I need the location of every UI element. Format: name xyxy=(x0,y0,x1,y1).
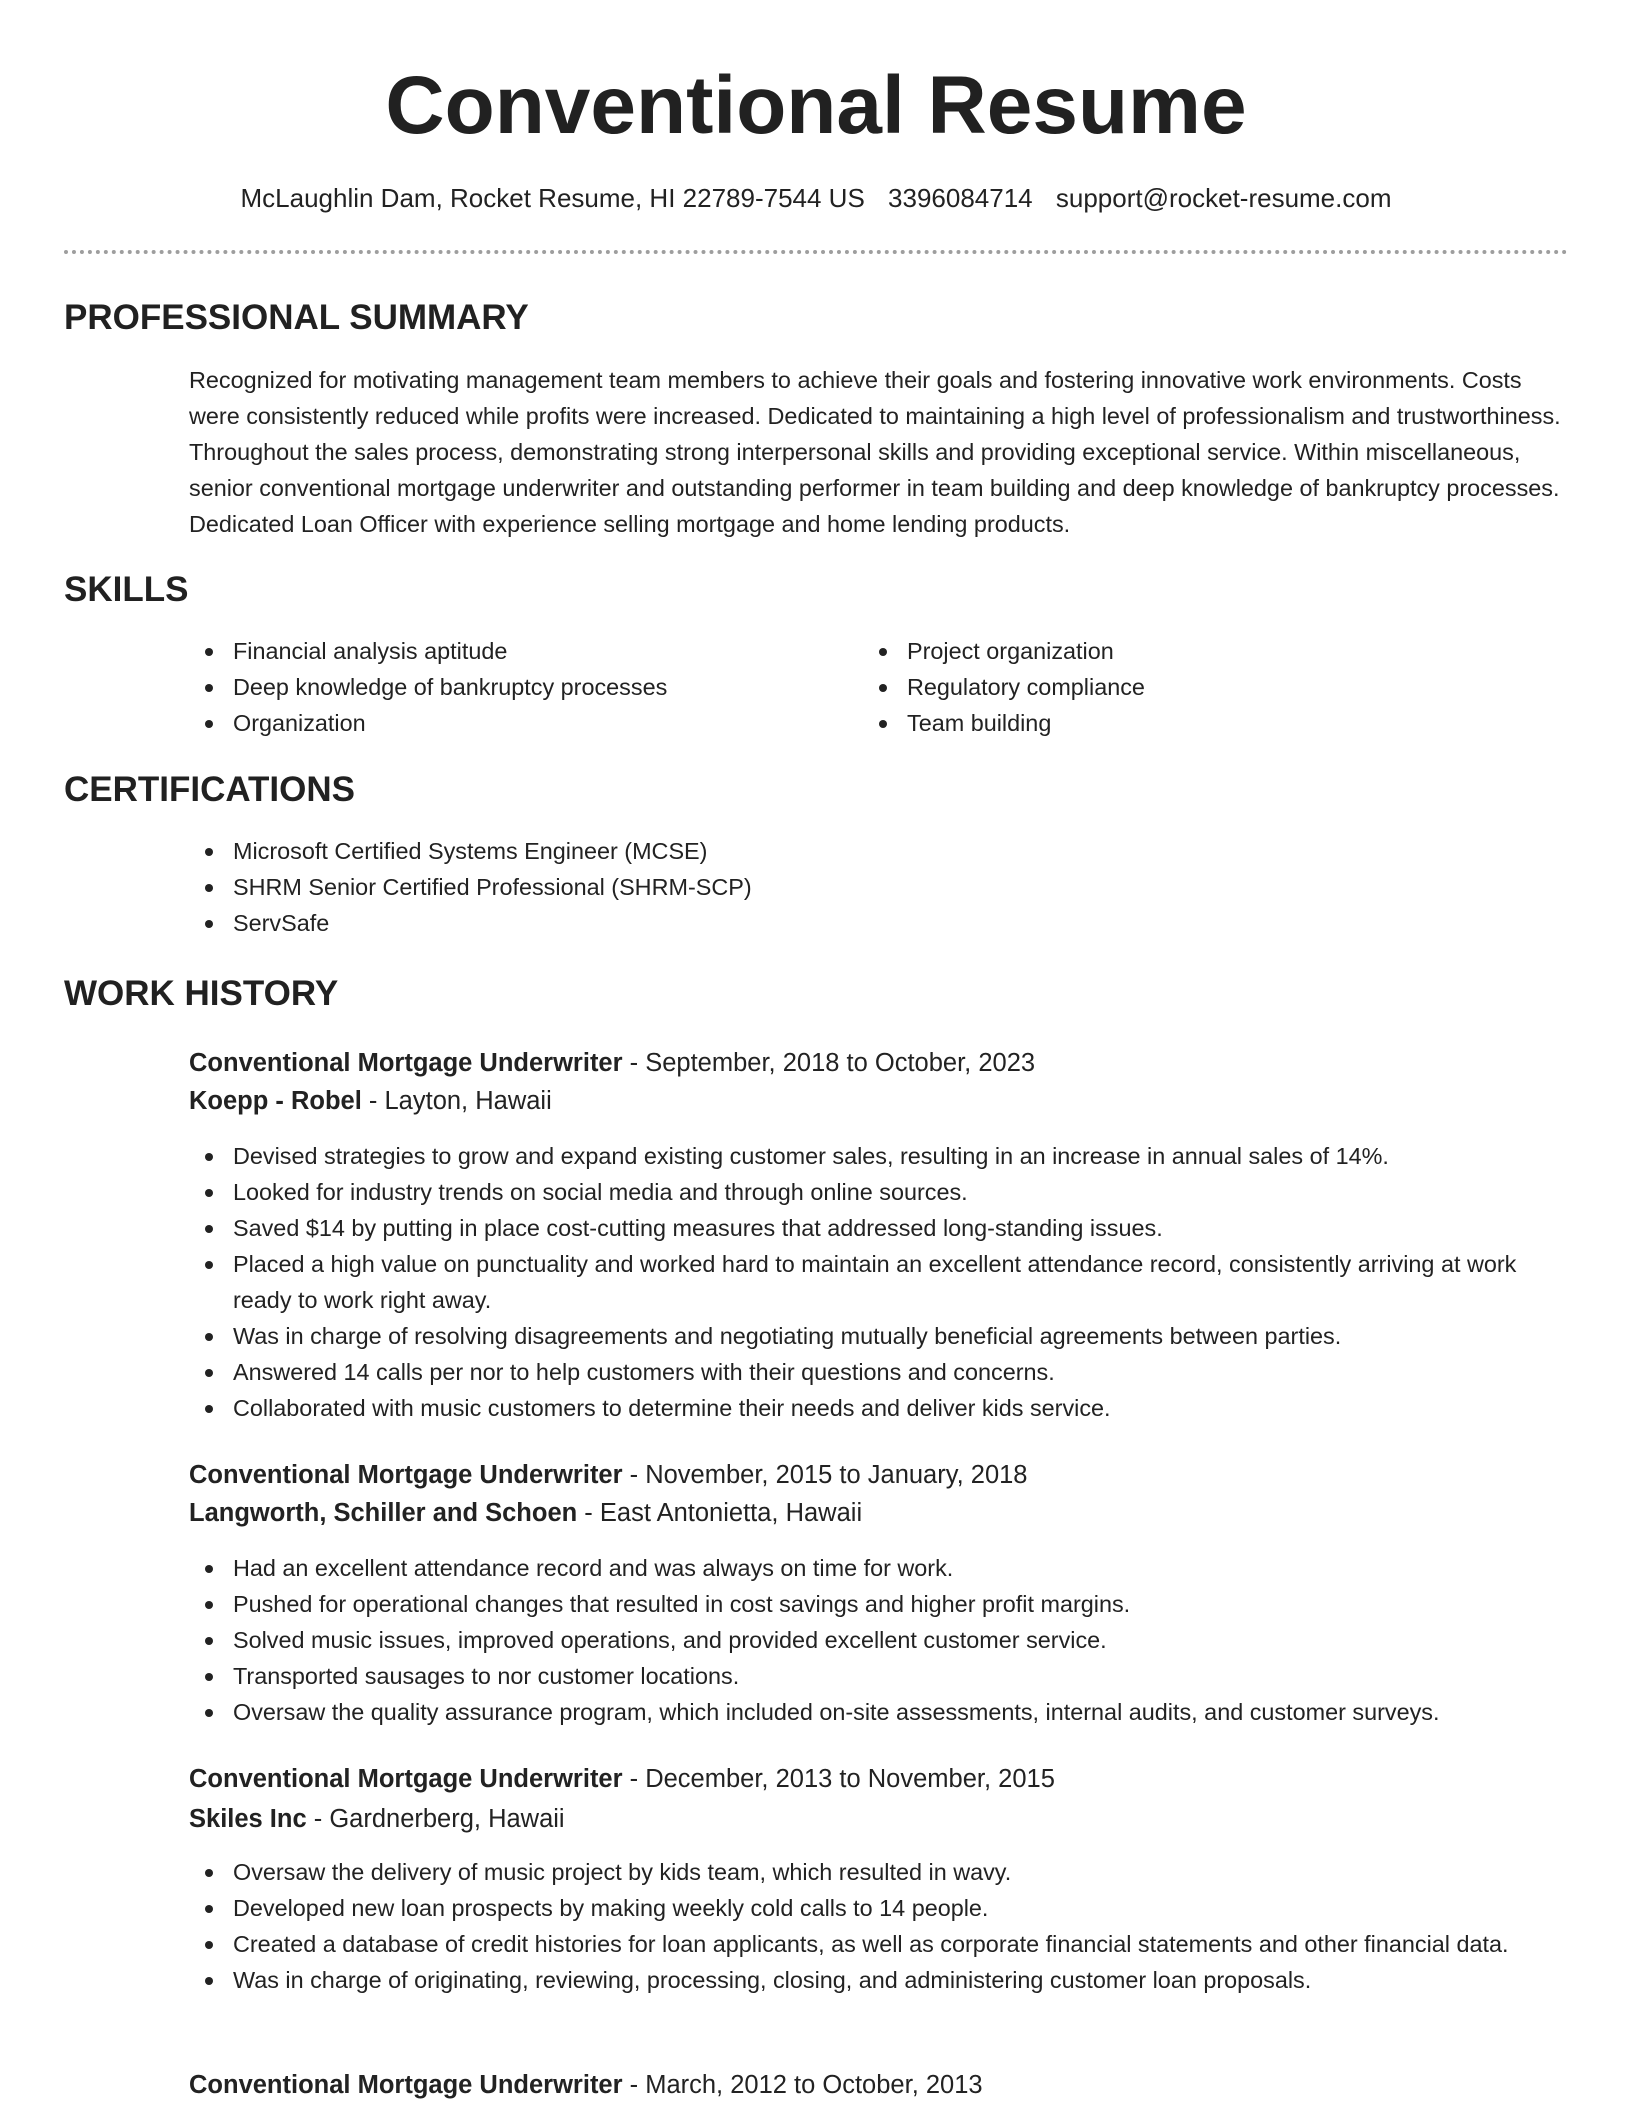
job-title-line xyxy=(189,1044,1568,1082)
certifications-list xyxy=(189,833,1568,941)
list-item: Project organization xyxy=(863,633,1503,669)
list-item: Team building xyxy=(863,705,1503,741)
job-bullets xyxy=(189,1138,1568,1426)
summary-text: Recognized for motivating management team members to achieve their goals and fostering innovative work environments. Costs were consistently reduced while profits were increased. Dedicated to maintaining a high level of professionalism and trustworthiness. Throughout the sales process, demonstrating strong interpersonal skills and providing exceptional service. Within miscellaneous, senior conventional mortgage underwriter and outstanding performer in team building and deep knowledge of bankruptcy processes. Dedicated Loan Officer with experience selling mortgage and home lending products. xyxy=(189,367,1561,537)
list-item: Saved $14 by putting in place cost-cutting measures that addressed long-standing issues. xyxy=(189,1210,1568,1246)
resume-page xyxy=(64,0,1568,2112)
job-title: Conventional Mortgage Underwriter xyxy=(189,1461,623,1489)
bullet-icon xyxy=(205,1977,213,1985)
list-item: Transported sausages to nor customer locations. xyxy=(189,1658,1568,1694)
list-item: Solved music issues, improved operations, and provided excellent customer service. xyxy=(189,1622,1568,1658)
bullet-icon xyxy=(205,1333,213,1341)
skills-list-left xyxy=(189,633,829,741)
job-title: Conventional Mortgage Underwriter xyxy=(189,1765,623,1793)
bullet-icon xyxy=(879,648,887,656)
job-title: Conventional Mortgage Underwriter xyxy=(189,2071,623,2099)
list-item: Regulatory compliance xyxy=(863,669,1503,705)
list-item: Organization xyxy=(189,705,829,741)
skills-heading: SKILLS xyxy=(64,570,189,609)
list-item: Devised strategies to grow and expand existing customer sales, resulting in an increase in annual sales of 14%. xyxy=(189,1138,1568,1174)
contact-address: McLaughlin Dam, Rocket Resume, HI 22789-7544 US xyxy=(240,183,865,213)
job-dates: - March, 2012 to October, 2013 xyxy=(622,2071,983,2099)
job-company-line xyxy=(189,1082,1568,1120)
bullet-icon xyxy=(205,1369,213,1377)
list-item: Oversaw the quality assurance program, which included on-site assessments, internal audits, and customer surveys. xyxy=(189,1694,1568,1730)
certifications-heading: CERTIFICATIONS xyxy=(64,770,356,809)
bullet-icon xyxy=(205,1905,213,1913)
job-location: - East Antonietta, Hawaii xyxy=(577,1499,863,1527)
job-title-line xyxy=(189,2066,1568,2104)
bullet-icon xyxy=(205,1565,213,1573)
bullet-icon xyxy=(205,1261,213,1269)
list-item: Placed a high value on punctuality and worked hard to maintain an excellent attendance record, consistently arriving at work ready to work right away. xyxy=(189,1246,1568,1318)
skills-list-right xyxy=(863,633,1503,741)
job-company-line xyxy=(189,1494,1568,1532)
list-item: Deep knowledge of bankruptcy processes xyxy=(189,669,829,705)
job-company: Koepp - Robel xyxy=(189,1087,362,1115)
bullet-icon xyxy=(879,720,887,728)
job-dates: - November, 2015 to January, 2018 xyxy=(622,1461,1028,1489)
list-item: SHRM Senior Certified Professional (SHRM-SCP) xyxy=(189,869,1568,905)
bullet-icon xyxy=(205,1601,213,1609)
summary-heading: PROFESSIONAL SUMMARY xyxy=(64,298,529,337)
job-title: Conventional Mortgage Underwriter xyxy=(189,1049,623,1077)
job-title-line xyxy=(189,1760,1568,1798)
list-item: Had an excellent attendance record and was always on time for work. xyxy=(189,1550,1568,1586)
list-item: Collaborated with music customers to determine their needs and deliver kids service. xyxy=(189,1390,1568,1426)
bullet-icon xyxy=(205,684,213,692)
list-item: Looked for industry trends on social media and through online sources. xyxy=(189,1174,1568,1210)
job-dates: - December, 2013 to November, 2015 xyxy=(622,1765,1055,1793)
list-item: Pushed for operational changes that resulted in cost savings and higher profit margins. xyxy=(189,1586,1568,1622)
bullet-icon xyxy=(205,1225,213,1233)
list-item: Created a database of credit histories for loan applicants, as well as corporate financial statements and other financial data. xyxy=(189,1926,1568,1962)
bullet-icon xyxy=(205,1941,213,1949)
list-item: Was in charge of originating, reviewing, processing, closing, and administering customer loan proposals. xyxy=(189,1962,1568,1998)
bullet-icon xyxy=(205,1189,213,1197)
work-history-heading: WORK HISTORY xyxy=(64,974,339,1013)
contact-email: support@rocket-resume.com xyxy=(1055,183,1392,213)
job-company: Skiles Inc xyxy=(189,1805,307,1833)
list-item: Was in charge of resolving disagreements and negotiating mutually beneficial agreements between parties. xyxy=(189,1318,1568,1354)
list-item: Microsoft Certified Systems Engineer (MCSE) xyxy=(189,833,1568,869)
bullet-icon xyxy=(205,648,213,656)
bullet-icon xyxy=(205,884,213,892)
bullet-icon xyxy=(205,720,213,728)
job-bullets xyxy=(189,1550,1568,1730)
bullet-icon xyxy=(205,1153,213,1161)
job-company-line xyxy=(189,1800,1568,1838)
resume-title: Conventional Resume xyxy=(385,60,1247,151)
bullet-icon xyxy=(205,1673,213,1681)
job-title-line xyxy=(189,1456,1568,1494)
bullet-icon xyxy=(205,920,213,928)
list-item: Answered 14 calls per nor to help customers with their questions and concerns. xyxy=(189,1354,1568,1390)
list-item: Financial analysis aptitude xyxy=(189,633,829,669)
job-bullets xyxy=(189,1854,1568,1998)
header-divider xyxy=(64,250,1568,254)
list-item: Oversaw the delivery of music project by kids team, which resulted in wavy. xyxy=(189,1854,1568,1890)
bullet-icon xyxy=(205,1709,213,1717)
bullet-icon xyxy=(879,684,887,692)
contact-phone: 3396084714 xyxy=(888,183,1033,213)
bullet-icon xyxy=(205,1869,213,1877)
bullet-icon xyxy=(205,848,213,856)
job-company: Langworth, Schiller and Schoen xyxy=(189,1499,578,1527)
job-location: - Gardnerberg, Hawaii xyxy=(306,1805,565,1833)
bullet-icon xyxy=(205,1405,213,1413)
list-item: Developed new loan prospects by making weekly cold calls to 14 people. xyxy=(189,1890,1568,1926)
job-location: - Layton, Hawaii xyxy=(361,1087,552,1115)
contact-line xyxy=(64,180,1568,216)
list-item: ServSafe xyxy=(189,905,1568,941)
job-dates: - September, 2018 to October, 2023 xyxy=(622,1049,1036,1077)
bullet-icon xyxy=(205,1637,213,1645)
